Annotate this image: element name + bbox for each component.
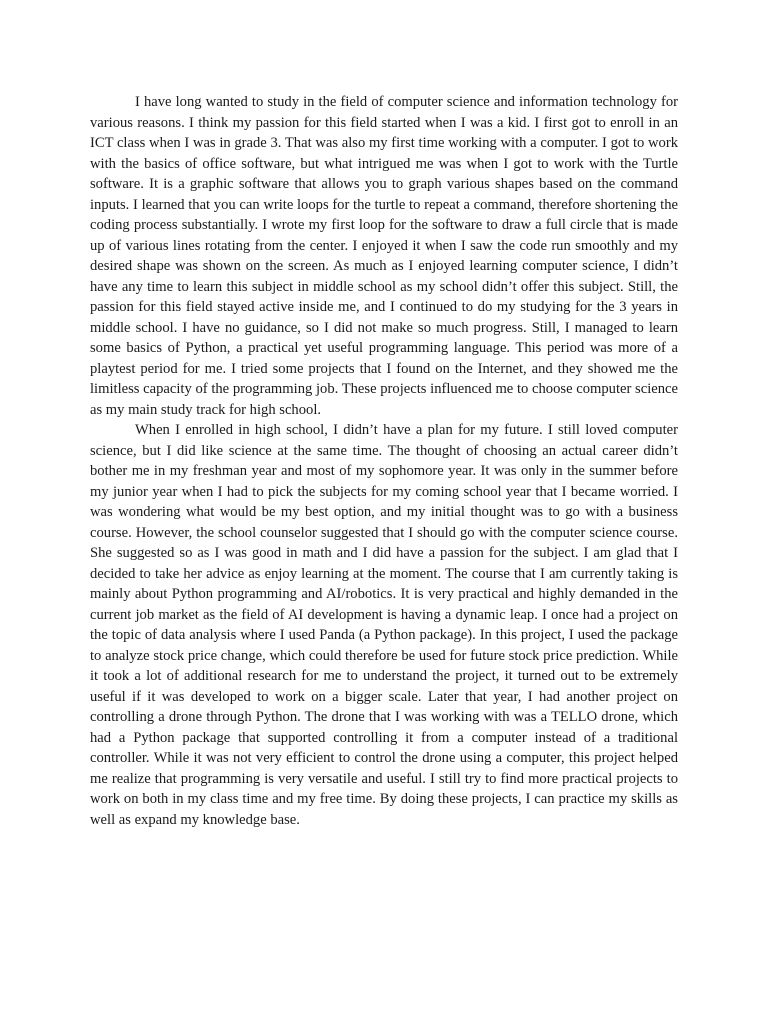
document-page: [90, 92, 678, 830]
paragraph-1: I have long wanted to study in the field of computer science and information technology for various reasons. I think my passion for this field started when I was a kid. I first got to enroll in an ICT class when I was in grade 3. That was also my first time working with a computer. I got to work with the basics of office software, but what intrigued me was when I got to work with the Turtle software. It is a graphic software that allows you to graph various shapes based on the command inputs. I learned that you can write loops for the turtle to repeat a command, therefore shortening the coding process substantially. I wrote my first loop for the software to draw a full circle that is made up of various lines rotating from the center. I enjoyed it when I saw the code run smoothly and my desired shape was shown on the screen. As much as I enjoyed learning computer science, I didn’t have any time to learn this subject in middle school as my school didn’t offer this subject. Still, the passion for this field stayed active inside me, and I continued to do my studying for the 3 years in middle school. I have no guidance, so I did not make so much progress. Still, I managed to learn some basics of Python, a practical yet useful programming language. This period was more of a playtest period for me. I tried some projects that I found on the Internet, and they showed me the limitless capacity of the programming job. These projects influenced me to choose computer science as my main study track for high school.: [90, 94, 678, 418]
paragraph-2: When I enrolled in high school, I didn’t have a plan for my future. I still loved computer science, but I did like science at the same time. The thought of choosing an actual career didn’t bother me in my freshman year and most of my sophomore year. It was only in the summer before my junior year when I had to pick the subjects for my coming school year that I became worried. I was wondering what would be my best option, and my initial thought was to go with a business course. However, the school counselor suggested that I should go with the computer science course. She suggested so as I was good in math and I did have a passion for the subject. I am glad that I decided to take her advice as enjoy learning at the moment. The course that I am currently taking is mainly about Python programming and AI/robotics. It is very practical and highly demanded in the current job market as the field of AI development is having a dynamic leap. I once had a project on the topic of data analysis where I used Panda (a Python package). In this project, I used the package to analyze stock price change, which could therefore be used for future stock price prediction. While it took a lot of additional research for me to understand the project, it turned out to be extremely useful if it was developed to work on a bigger scale. Later that year, I had another project on controlling a drone through Python. The drone that I was working with was a TELLO drone, which had a Python package that supported controlling it from a computer instead of a traditional controller. While it was not very efficient to control the drone using a computer, this project helped me realize that programming is very versatile and useful. I still try to find more practical projects to work on both in my class time and my free time. By doing these projects, I can practice my skills as well as expand my knowledge base.: [90, 422, 678, 828]
